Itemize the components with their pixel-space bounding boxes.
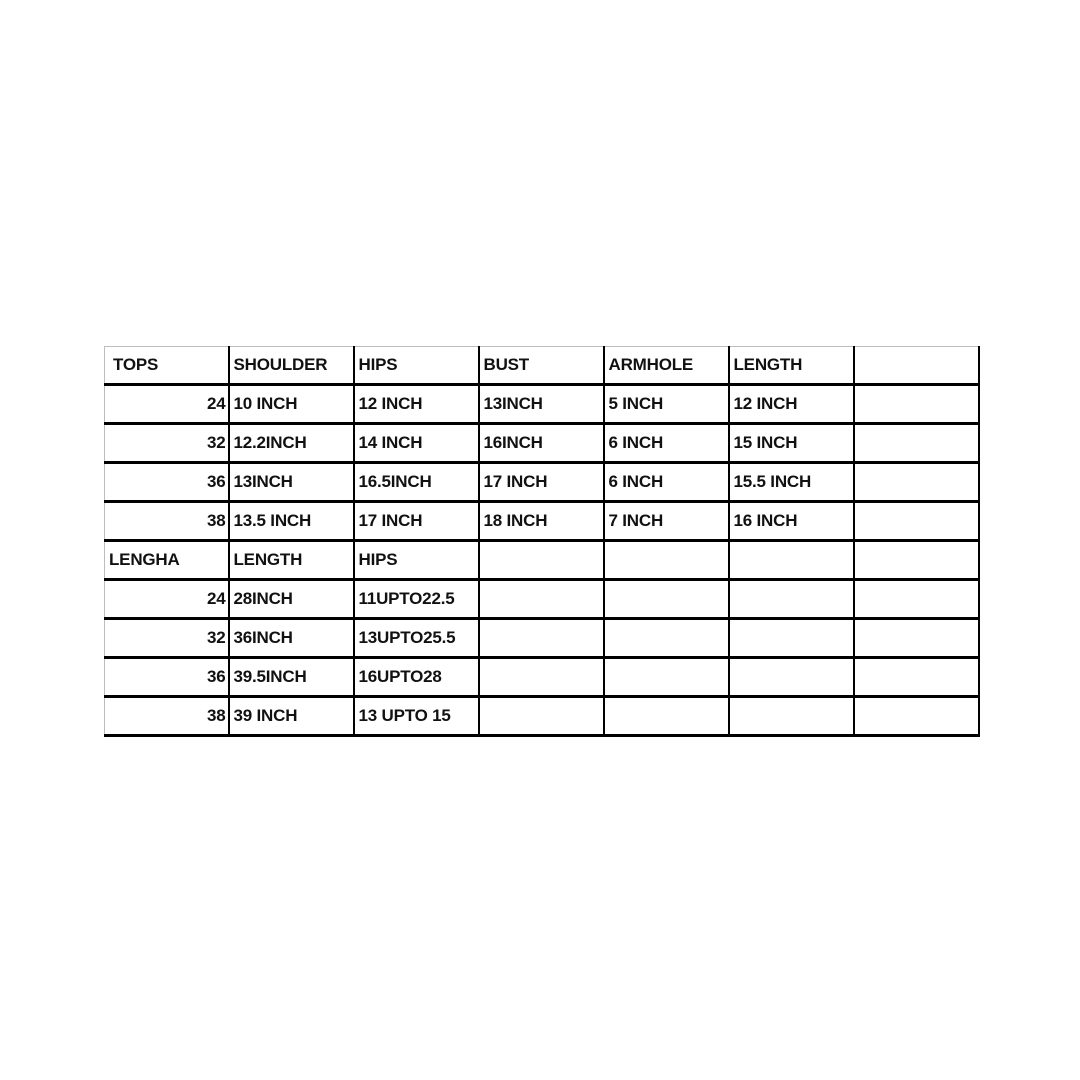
table-row — [105, 697, 979, 736]
length-cell: 12 INCH — [729, 385, 854, 424]
empty-cell — [479, 697, 604, 736]
empty-cell — [854, 658, 979, 697]
table-row — [105, 619, 979, 658]
length-cell: 36INCH — [229, 619, 354, 658]
size-cell: 32 — [105, 424, 229, 463]
empty-cell — [604, 619, 729, 658]
length-cell: 15 INCH — [729, 424, 854, 463]
shoulder-cell: 13INCH — [229, 463, 354, 502]
tops-header-hips: HIPS — [354, 347, 479, 385]
empty-cell — [729, 697, 854, 736]
bust-cell: 16INCH — [479, 424, 604, 463]
empty-cell — [479, 541, 604, 580]
empty-cell — [854, 697, 979, 736]
empty-cell — [729, 658, 854, 697]
bust-cell: 17 INCH — [479, 463, 604, 502]
length-cell: 16 INCH — [729, 502, 854, 541]
tops-header-length: LENGTH — [729, 347, 854, 385]
hips-cell: 13UPTO25.5 — [354, 619, 479, 658]
lengha-header-row — [105, 541, 979, 580]
length-cell: 15.5 INCH — [729, 463, 854, 502]
empty-cell — [479, 619, 604, 658]
lengha-section-label: LENGHA — [105, 541, 229, 580]
armhole-cell: 7 INCH — [604, 502, 729, 541]
size-cell: 38 — [105, 502, 229, 541]
size-cell: 24 — [105, 580, 229, 619]
hips-cell: 14 INCH — [354, 424, 479, 463]
tops-header-row — [105, 347, 979, 385]
empty-cell — [604, 580, 729, 619]
empty-cell — [604, 658, 729, 697]
size-chart-sheet — [104, 346, 978, 736]
size-cell: 36 — [105, 463, 229, 502]
table-row — [105, 502, 979, 541]
armhole-cell: 6 INCH — [604, 463, 729, 502]
tops-section-label: TOPS — [105, 347, 229, 385]
hips-cell: 12 INCH — [354, 385, 479, 424]
tops-header-shoulder: SHOULDER — [229, 347, 354, 385]
table-row — [105, 424, 979, 463]
hips-cell: 16.5INCH — [354, 463, 479, 502]
hips-cell: 16UPTO28 — [354, 658, 479, 697]
shoulder-cell: 10 INCH — [229, 385, 354, 424]
size-cell: 32 — [105, 619, 229, 658]
lengha-header-length: LENGTH — [229, 541, 354, 580]
tops-header-empty — [854, 347, 979, 385]
empty-cell — [854, 580, 979, 619]
empty-cell — [729, 541, 854, 580]
empty-cell — [479, 580, 604, 619]
shoulder-cell: 12.2INCH — [229, 424, 354, 463]
table-row — [105, 385, 979, 424]
size-cell: 24 — [105, 385, 229, 424]
length-cell: 28INCH — [229, 580, 354, 619]
size-cell: 38 — [105, 697, 229, 736]
size-chart-table — [104, 346, 980, 737]
tops-header-bust: BUST — [479, 347, 604, 385]
bust-cell: 18 INCH — [479, 502, 604, 541]
table-row — [105, 658, 979, 697]
hips-cell: 11UPTO22.5 — [354, 580, 479, 619]
bust-cell: 13INCH — [479, 385, 604, 424]
table-row — [105, 580, 979, 619]
hips-cell: 17 INCH — [354, 502, 479, 541]
armhole-cell: 5 INCH — [604, 385, 729, 424]
lengha-header-hips: HIPS — [354, 541, 479, 580]
empty-cell — [854, 619, 979, 658]
size-cell: 36 — [105, 658, 229, 697]
shoulder-cell: 13.5 INCH — [229, 502, 354, 541]
tops-header-armhole: ARMHOLE — [604, 347, 729, 385]
empty-cell — [604, 541, 729, 580]
empty-cell — [479, 658, 604, 697]
length-cell: 39 INCH — [229, 697, 354, 736]
empty-cell — [854, 541, 979, 580]
armhole-cell: 6 INCH — [604, 424, 729, 463]
table-row — [105, 463, 979, 502]
empty-cell — [854, 424, 979, 463]
empty-cell — [604, 697, 729, 736]
hips-cell: 13 UPTO 15 — [354, 697, 479, 736]
empty-cell — [729, 580, 854, 619]
empty-cell — [854, 385, 979, 424]
length-cell: 39.5INCH — [229, 658, 354, 697]
empty-cell — [854, 502, 979, 541]
empty-cell — [854, 463, 979, 502]
empty-cell — [729, 619, 854, 658]
